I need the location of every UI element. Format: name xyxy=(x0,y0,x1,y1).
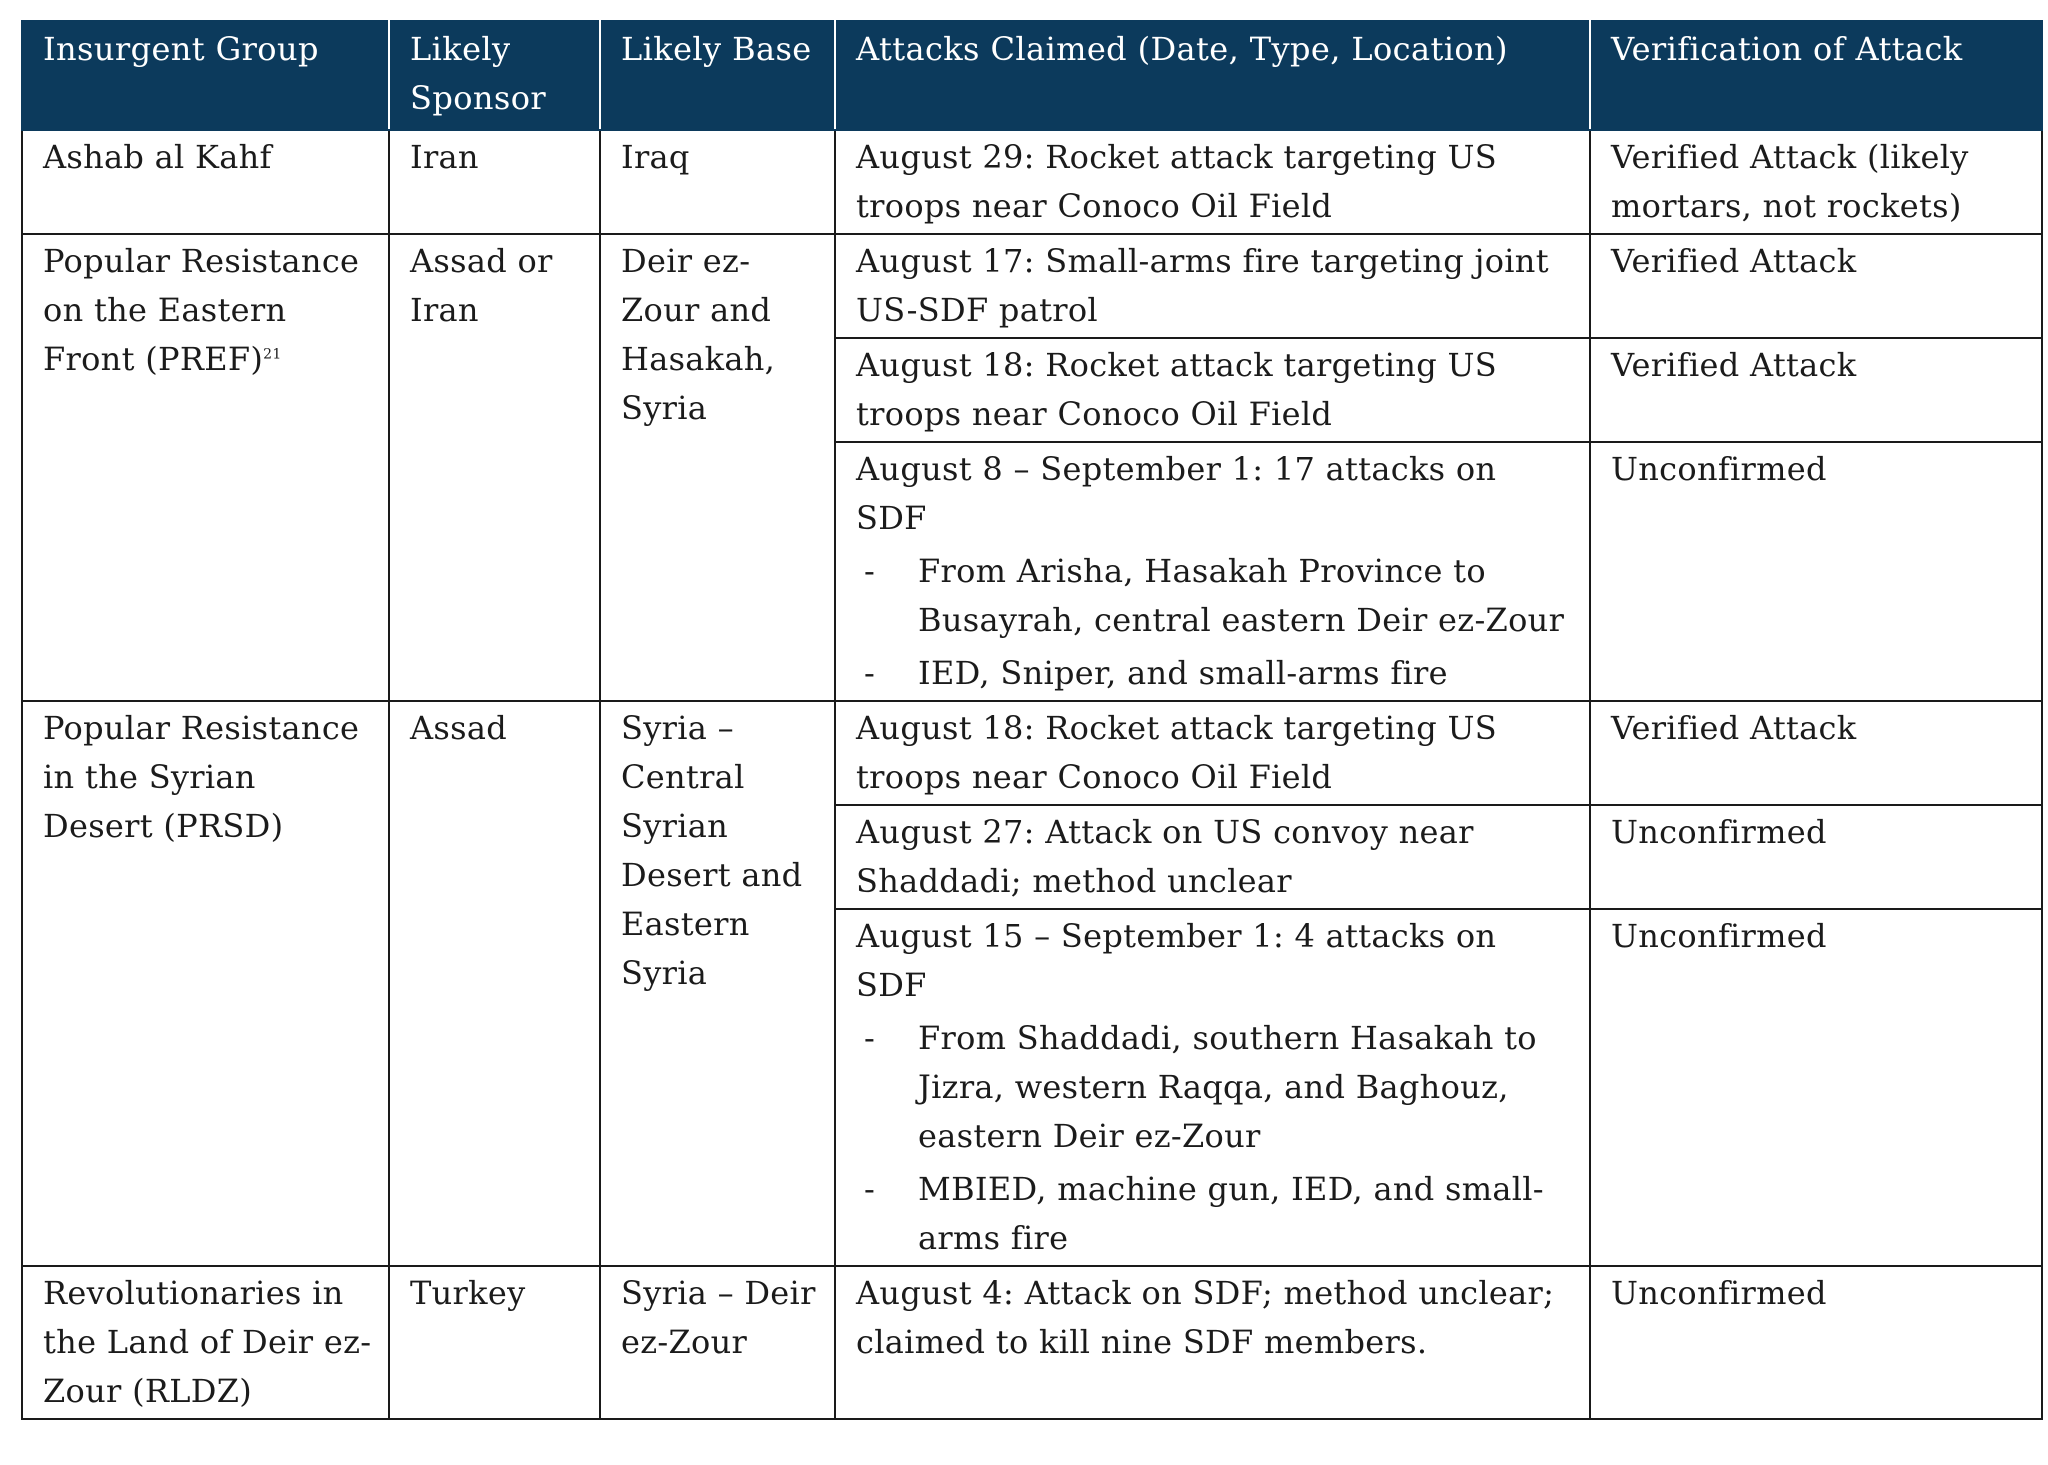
dash-bullet-icon: - xyxy=(864,552,876,590)
group-name-cell xyxy=(22,701,389,1266)
table-wrapper xyxy=(21,20,2041,1420)
list-item xyxy=(856,649,1575,698)
table-row xyxy=(22,130,2042,234)
attack-text: August 27: Attack on US convoy near Shaddadi; method unclear xyxy=(856,813,1474,900)
attack-text: August 15 – September 1: 4 attacks on SDF xyxy=(856,917,1497,1004)
group-name: Revolutionaries in the Land of Deir ez-Zour (RLDZ) xyxy=(43,1274,372,1410)
sponsor-cell: Iran xyxy=(389,130,600,234)
table-row xyxy=(22,234,2042,338)
verification-cell: Unconfirmed xyxy=(1590,442,2042,701)
footnote-ref: 21 xyxy=(263,346,282,363)
base-cell: Deir ez-Zour and Hasakah, Syria xyxy=(600,234,835,701)
sponsor-cell: Assad or Iran xyxy=(389,234,600,701)
attack-details-list xyxy=(856,547,1575,698)
attack-cell xyxy=(835,701,1590,805)
insurgent-groups-table xyxy=(21,20,2043,1420)
list-item-text: IED, Sniper, and small-arms fire xyxy=(918,654,1448,692)
dash-bullet-icon: - xyxy=(864,1019,876,1057)
verification-cell: Unconfirmed xyxy=(1590,1266,2042,1419)
header-verification: Verification of Attack xyxy=(1590,21,2042,130)
list-item-text: From Shaddadi, southern Hasakah to Jizra, western Raqqa, and Baghouz, eastern Deir ez-Zour xyxy=(918,1019,1537,1155)
group-name-cell xyxy=(22,234,389,701)
verification-cell: Unconfirmed xyxy=(1590,909,2042,1266)
attack-text: August 8 – September 1: 17 attacks on SDF xyxy=(856,450,1497,537)
header-attacks-claimed: Attacks Claimed (Date, Type, Location) xyxy=(835,21,1590,130)
attack-cell xyxy=(835,234,1590,338)
dash-bullet-icon: - xyxy=(864,654,876,692)
verification-cell: Verified Attack xyxy=(1590,338,2042,442)
verification-cell: Verified Attack xyxy=(1590,701,2042,805)
table-row xyxy=(22,701,2042,805)
base-cell: Syria – Deir ez-Zour xyxy=(600,1266,835,1419)
attack-text: August 29: Rocket attack targeting US troops near Conoco Oil Field xyxy=(856,138,1497,225)
attack-text: August 17: Small-arms fire targeting joint US-SDF patrol xyxy=(856,242,1549,329)
attack-text: August 4: Attack on SDF; method unclear; claimed to kill nine SDF members. xyxy=(856,1274,1555,1361)
list-item xyxy=(856,547,1575,645)
list-item-text: From Arisha, Hasakah Province to Busayrah, central eastern Deir ez-Zour xyxy=(918,552,1565,639)
attack-cell xyxy=(835,1266,1590,1419)
verification-cell: Verified Attack (likely mortars, not rockets) xyxy=(1590,130,2042,234)
list-item xyxy=(856,1014,1575,1161)
attack-cell xyxy=(835,442,1590,701)
table-row xyxy=(22,1266,2042,1419)
group-name: Popular Resistance in the Syrian Desert (PRSD) xyxy=(43,709,360,845)
base-cell: Syria – Central Syrian Desert and Eastern Syria xyxy=(600,701,835,1266)
verification-cell: Unconfirmed xyxy=(1590,805,2042,909)
group-name-cell xyxy=(22,130,389,234)
sponsor-cell: Assad xyxy=(389,701,600,1266)
base-cell: Iraq xyxy=(600,130,835,234)
dash-bullet-icon: - xyxy=(864,1170,876,1208)
list-item-text: MBIED, machine gun, IED, and small-arms fire xyxy=(918,1170,1544,1257)
attack-text: August 18: Rocket attack targeting US troops near Conoco Oil Field xyxy=(856,346,1497,433)
group-name-cell xyxy=(22,1266,389,1419)
header-likely-sponsor: Likely Sponsor xyxy=(389,21,600,130)
verification-cell: Verified Attack xyxy=(1590,234,2042,338)
attack-cell xyxy=(835,338,1590,442)
attack-cell xyxy=(835,805,1590,909)
attack-cell xyxy=(835,130,1590,234)
header-likely-base: Likely Base xyxy=(600,21,835,130)
header-row xyxy=(22,21,2042,130)
table-body xyxy=(22,130,2042,1419)
header-insurgent-group: Insurgent Group xyxy=(22,21,389,130)
attack-text: August 18: Rocket attack targeting US troops near Conoco Oil Field xyxy=(856,709,1497,796)
attack-cell xyxy=(835,909,1590,1266)
group-name: Popular Resistance on the Eastern Front (PREF) xyxy=(43,242,360,378)
attack-details-list xyxy=(856,1014,1575,1263)
list-item xyxy=(856,1165,1575,1263)
sponsor-cell: Turkey xyxy=(389,1266,600,1419)
group-name: Ashab al Kahf xyxy=(43,138,272,176)
